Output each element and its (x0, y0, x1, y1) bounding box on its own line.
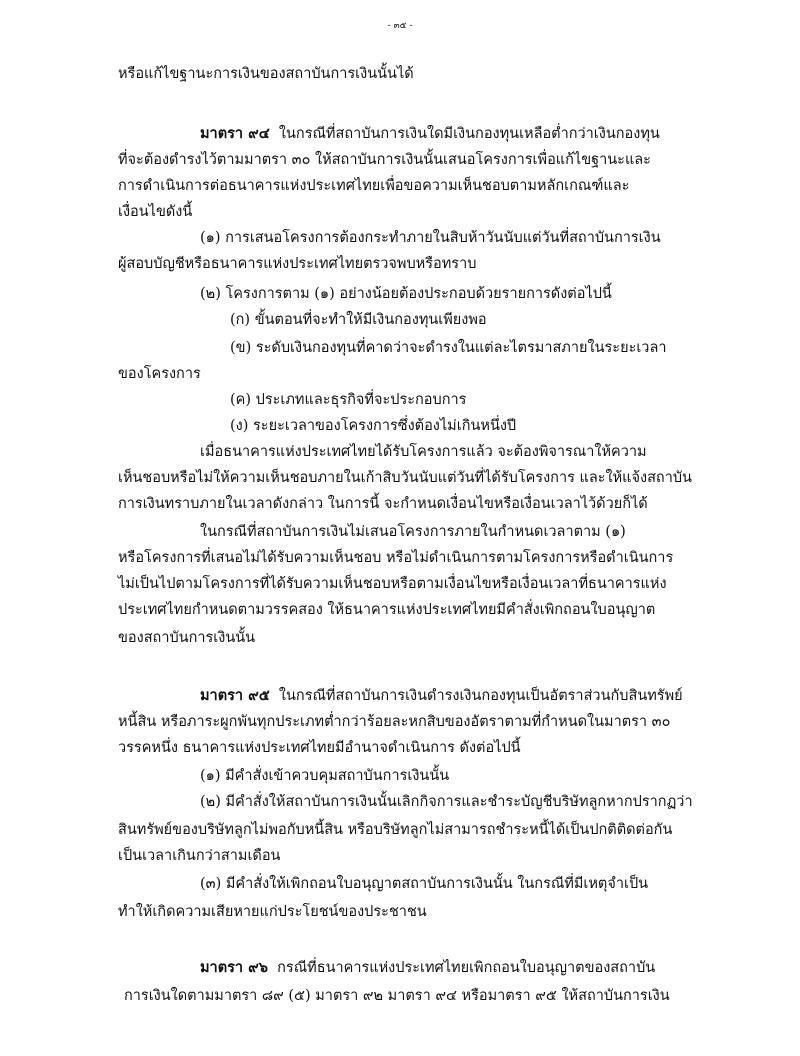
section-95-item-2a: (๒) มีคำสั่งให้สถาบันการเงินนั้นเลิกกิจการและชำระบัญชีบริษัทลูกหากปรากฏว่า (200, 794, 693, 810)
section-94-line-4: เงื่อนไขดังนี้ (118, 204, 193, 220)
section-94-item-kho: (ค) ประเภทและธุรกิจที่จะประกอบการ (230, 392, 467, 408)
section-96-heading: มาตรา ๙๖ (200, 959, 268, 976)
section-94-para-b5: ของสถาบันการเงินนั้น (118, 630, 256, 646)
section-95-item-1: (๑) มีคำสั่งเข้าควบคุมสถาบันการเงินนั้น (200, 768, 450, 784)
section-94-item-kha-a: (ข) ระดับเงินกองทุนที่คาดว่าจะดำรงในแต่ละไตรมาสภายในระยะเวลา (230, 340, 667, 356)
section-94-item-ngo: (ง) ระยะเวลาของโครงการซึ่งต้องไม่เกินหนึ่งปี (230, 418, 517, 434)
section-94-item-kha-b: ของโครงการ (118, 366, 201, 382)
section-94-text: ในกรณีที่สถาบันการเงินใดมีเงินกองทุนเหลือต่ำกว่าเงินกองทุน (278, 126, 660, 142)
section-94-first-line (200, 124, 660, 144)
section-95-text: ในกรณีที่สถาบันการเงินดำรงเงินกองทุนเป็นอัตราส่วนกับสินทรัพย์ (278, 688, 683, 704)
section-94-para-b3: ไม่เป็นไปตามโครงการที่ได้รับความเห็นชอบหรือตามเงื่อนไขหรือเงื่อนเวลาที่ธนาคารแห่ง (118, 576, 667, 592)
section-94-para-a2: เห็นชอบหรือไม่ให้ความเห็นชอบภายในเก้าสิบวันนับแต่วันที่ได้รับโครงการ และให้แจ้งสถาบัน (118, 470, 692, 486)
section-96-text: กรณีที่ธนาคารแห่งประเทศไทยเพิกถอนใบอนุญาตของสถาบัน (277, 960, 656, 976)
section-94-item-1a: (๑) การเสนอโครงการต้องกระทำภายในสิบห้าวันนับแต่วันที่สถาบันการเงิน (200, 230, 661, 246)
section-94-line-2: ที่จะต้องดำรงไว้ตามมาตรา ๓๐ ให้สถาบันการเงินนั้นเสนอโครงการเพื่อแก้ไขฐานะและ (118, 152, 651, 168)
section-94-heading: มาตรา ๙๔ (200, 125, 270, 142)
section-95-item-2c: เป็นเวลาเกินกว่าสามเดือน (118, 848, 281, 864)
section-95-item-3a: (๓) มีคำสั่งให้เพิกถอนใบอนุญาตสถาบันการเงินนั้น ในกรณีที่มีเหตุจำเป็น (200, 876, 649, 892)
section-94-line-3: การดำเนินการต่อธนาคารแห่งประเทศไทยเพื่อขอความเห็นชอบตามหลักเกณฑ์และ (118, 178, 630, 194)
section-95-heading: มาตรา ๙๕ (200, 687, 270, 704)
section-94-item-ka: (ก) ขั้นตอนที่จะทำให้มีเงินกองทุนเพียงพอ (230, 312, 487, 328)
section-96-first-line (200, 958, 655, 978)
section-94-para-b4: ประเทศไทยกำหนดตามวรรคสอง ให้ธนาคารแห่งประเทศไทยมีคำสั่งเพิกถอนใบอนุญาต (118, 602, 656, 618)
section-94-para-b2: หรือโครงการที่เสนอไม่ได้รับความเห็นชอบ หรือไม่ดำเนินการตามโครงการหรือดำเนินการ (118, 550, 674, 566)
section-95-first-line (200, 686, 683, 706)
section-95-item-2b: สินทรัพย์ของบริษัทลูกไม่พอกับหนี้สิน หรือบริษัทลูกไม่สามารถชำระหนี้ได้เป็นปกติติดต่อกัน (118, 822, 673, 838)
section-94-item-1b: ผู้สอบบัญชีหรือธนาคารแห่งประเทศไทยตรวจพบหรือทราบ (118, 256, 477, 272)
section-95-item-3b: ทำให้เกิดความเสียหายแก่ประโยชน์ของประชาชน (118, 904, 427, 920)
intro-line: หรือแก้ไขฐานะการเงินของสถาบันการเงินนั้นได้ (118, 66, 414, 82)
section-94-para-a3: การเงินทราบภายในเวลาดังกล่าว ในการนี้ จะกำหนดเงื่อนไขหรือเงื่อนเวลาไว้ด้วยก็ได้ (118, 496, 648, 512)
section-94-item-2: (๒) โครงการตาม (๑) อย่างน้อยต้องประกอบด้วยรายการดังต่อไปนี้ (200, 286, 612, 302)
section-94-para-b1: ในกรณีที่สถาบันการเงินไม่เสนอโครงการภายในกำหนดเวลาตาม (๑) (200, 524, 626, 540)
section-94-para-a1: เมื่อธนาคารแห่งประเทศไทยได้รับโครงการแล้ว จะต้องพิจารณาให้ความ (200, 444, 647, 460)
section-95-line-3: วรรคหนึ่ง ธนาคารแห่งประเทศไทยมีอำนาจดำเนินการ ดังต่อไปนี้ (118, 740, 521, 756)
page-number: - ๓๕ - (387, 21, 413, 31)
section-95-line-2: หนี้สิน หรือภาระผูกพันทุกประเภทต่ำกว่าร้อยละหกสิบของอัตราตามที่กำหนดในมาตรา ๓๐ (118, 714, 671, 730)
section-96-line-2: การเงินใดตามมาตรา ๘๙ (๕) มาตรา ๙๒ มาตรา ๙๔ หรือมาตรา ๙๕ ให้สถาบันการเงิน (124, 988, 670, 1004)
